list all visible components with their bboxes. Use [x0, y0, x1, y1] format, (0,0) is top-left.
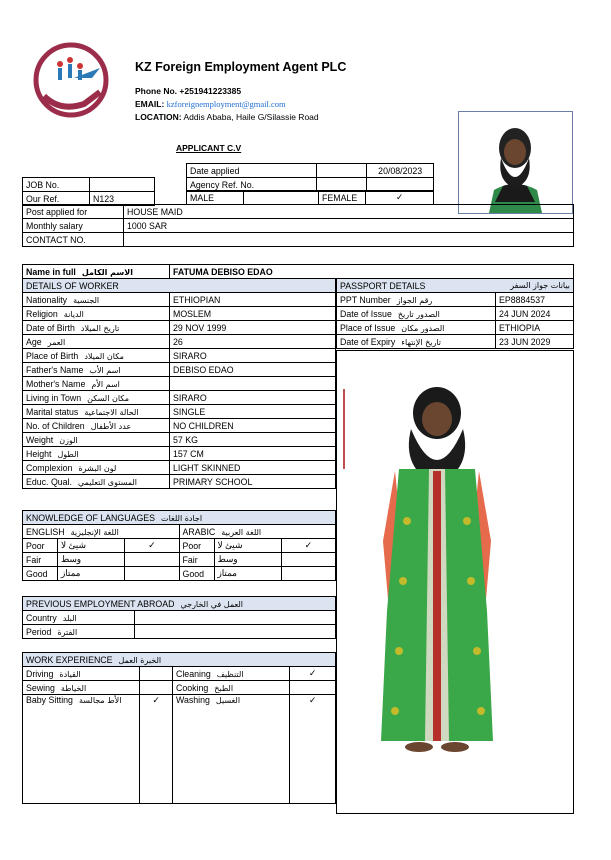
work-experience-row: Baby Sitting الأط مجالسة ✓ Washing الغسيل ✓: [23, 695, 336, 804]
detail-row: [23, 461, 336, 475]
detail-label: No. of Children عدد الأطفال: [23, 419, 170, 433]
detail-value: 157 CM: [170, 447, 336, 461]
applicant-full-photo: [336, 350, 574, 814]
detail-label: Complexion لون البشرة: [23, 461, 170, 475]
passport-value: ETHIOPIA: [496, 321, 574, 335]
skill-check: [140, 681, 173, 695]
arabic-check: [281, 553, 336, 567]
detail-label: Mother's Name اسم الأم: [23, 377, 170, 391]
language-level-row: Good ممتاز Good ممتاز: [23, 567, 336, 581]
arabic-check: [281, 567, 336, 581]
passport-row: [337, 293, 574, 307]
passport-label: Date of Issue الصدور تاريخ: [337, 307, 496, 321]
detail-label: Date of Birth تاريخ الميلاد: [23, 321, 170, 335]
detail-value: NO CHILDREN: [170, 419, 336, 433]
detail-label: Nationality الجنسية: [23, 293, 170, 307]
detail-value: SIRARO: [170, 349, 336, 363]
language-level-row: Poor شيئ لا ✓ Poor شيئ لا ✓: [23, 539, 336, 553]
previous-employment-table: PREVIOUS EMPLOYMENT ABROAD العمل في الخارجي Country البلد Period الفترة: [22, 596, 336, 649]
passport-label: PPT Number رقم الجواز: [337, 293, 496, 307]
detail-label: Living in Town مكان السكن: [23, 391, 170, 405]
detail-label: Age العمر: [23, 335, 170, 349]
skill-check: ✓: [140, 695, 173, 804]
detail-value: 29 NOV 1999: [170, 321, 336, 335]
work-experience-row: Sewing الخياطة Cooking الطبخ: [23, 681, 336, 695]
work-experience-row: Driving القيادة Cleaning التنظيف ✓: [23, 667, 336, 681]
job-ref-table: JOB No. Our Ref. N123: [22, 177, 155, 206]
worker-details-table: DETAILS OF WORKER Nationality الجنسية ETHIOPIAN Religion الديانة MOSLEM Date of Birth تاريخ الميلاد 29 NOV 1999 Age العمر 26 Place of Birth مكان الميلاد SIRARO Father's Name اسم الأب DEBISO EDAO Mother's Name اسم الأم Living in Town مكان السكن SIRARO Marital status الحالة الاجتماعية SINGLE No. of Children عدد الأطفال NO CHILDREN Weight الوزن 57 KG Height الطول 157 CM Complexion لون البشرة LIGHT SKINNED Educ. Qual. المستوى التعليمي PRIMARY SCHOOL: [22, 278, 336, 489]
passport-row: [337, 307, 574, 321]
detail-label: Religion الديانة: [23, 307, 170, 321]
detail-value: SIRARO: [170, 391, 336, 405]
detail-value: 57 KG: [170, 433, 336, 447]
company-location: LOCATION: Addis Ababa, Haile G/Silassie Road: [135, 112, 319, 122]
arabic-check: ✓: [281, 539, 336, 553]
name-table: Name in full الاسم الكامل FATUMA DEBISO EDAO: [22, 264, 574, 279]
detail-row: [23, 321, 336, 335]
detail-value: 26: [170, 335, 336, 349]
passport-value: 24 JUN 2024: [496, 307, 574, 321]
detail-label: Weight الوزن: [23, 433, 170, 447]
passport-value: 23 JUN 2029: [496, 335, 574, 349]
detail-label: Place of Birth مكان الميلاد: [23, 349, 170, 363]
detail-value: SINGLE: [170, 405, 336, 419]
previous-employment-row: Period الفترة: [23, 625, 336, 639]
detail-value: DEBISO EDAO: [170, 363, 336, 377]
date-agency-table: Date applied 20/08/2023 Agency Ref. No.: [186, 163, 434, 192]
passport-row: [337, 335, 574, 349]
detail-label: Marital status الحالة الاجتماعية: [23, 405, 170, 419]
gender-table: MALE FEMALE ✓: [186, 190, 434, 205]
detail-label: Father's Name اسم الأب: [23, 363, 170, 377]
skill-check: [140, 667, 173, 681]
detail-row: [23, 447, 336, 461]
company-email: EMAIL: kzforeignemployment@gmail.com: [135, 99, 286, 109]
previous-employment-row: Country البلد: [23, 611, 336, 625]
detail-row: [23, 307, 336, 321]
detail-row: [23, 419, 336, 433]
skill-check: [290, 681, 336, 695]
passport-label: Date of Expiry تاريخ الإنتهاء: [337, 335, 496, 349]
passport-label: Place of Issue الصدور مكان: [337, 321, 496, 335]
detail-value: ETHIOPIAN: [170, 293, 336, 307]
cv-title: APPLICANT C.V: [176, 143, 242, 153]
detail-value: LIGHT SKINNED: [170, 461, 336, 475]
detail-value: PRIMARY SCHOOL: [170, 475, 336, 489]
company-phone: Phone No. +251941223385: [135, 86, 242, 96]
company-name: KZ Foreign Employment Agent PLC: [135, 60, 347, 74]
passport-table: PASSPORT DETAILS بيانات جواز السفر PPT Number رقم الجواز EP8884537 Date of Issue الصدور تاريخ 24 JUN 2024 Place of Issue الصدور مكان ETHIOPIA Date of Expiry تاريخ الإنتهاء 23 JUN 2029: [336, 278, 574, 349]
detail-row: [23, 293, 336, 307]
english-check: ✓: [125, 539, 180, 553]
applicant-face-photo: [458, 111, 573, 214]
detail-row: [23, 363, 336, 377]
detail-label: Height الطول: [23, 447, 170, 461]
english-check: [125, 553, 180, 567]
detail-label: Educ. Qual. المستوى التعليمي: [23, 475, 170, 489]
english-check: [125, 567, 180, 581]
detail-row: [23, 349, 336, 363]
language-level-row: Fair وسط Fair وسط: [23, 553, 336, 567]
languages-table: KNOWLEDGE OF LANGUAGES اجادة اللغات ENGLISH اللغة الإنجليزية ARABIC اللغة العربية Poor شيئ لا ✓ Poor شيئ لا ✓ Fair وسط Fair وسط Good ممتاز Good ممتاز: [22, 510, 336, 581]
detail-row: [23, 475, 336, 489]
work-experience-table: WORK EXPERIENCE الخبرة العمل Driving القيادة Cleaning التنظيف ✓ Sewing الخياطة Cooking الطبخ Baby Sitting الأط مجالسة ✓ Washing الغسيل ✓: [22, 652, 336, 804]
post-table: Post applied for HOUSE MAID Monthly salary 1000 SAR CONTACT NO.: [22, 204, 574, 247]
detail-row: [23, 377, 336, 391]
detail-row: [23, 335, 336, 349]
detail-row: [23, 405, 336, 419]
passport-value: EP8884537: [496, 293, 574, 307]
detail-value: [170, 377, 336, 391]
detail-row: [23, 391, 336, 405]
passport-row: [337, 321, 574, 335]
skill-check: ✓: [290, 667, 336, 681]
detail-row: [23, 433, 336, 447]
skill-check: ✓: [290, 695, 336, 804]
detail-value: MOSLEM: [170, 307, 336, 321]
company-logo: [30, 40, 112, 120]
